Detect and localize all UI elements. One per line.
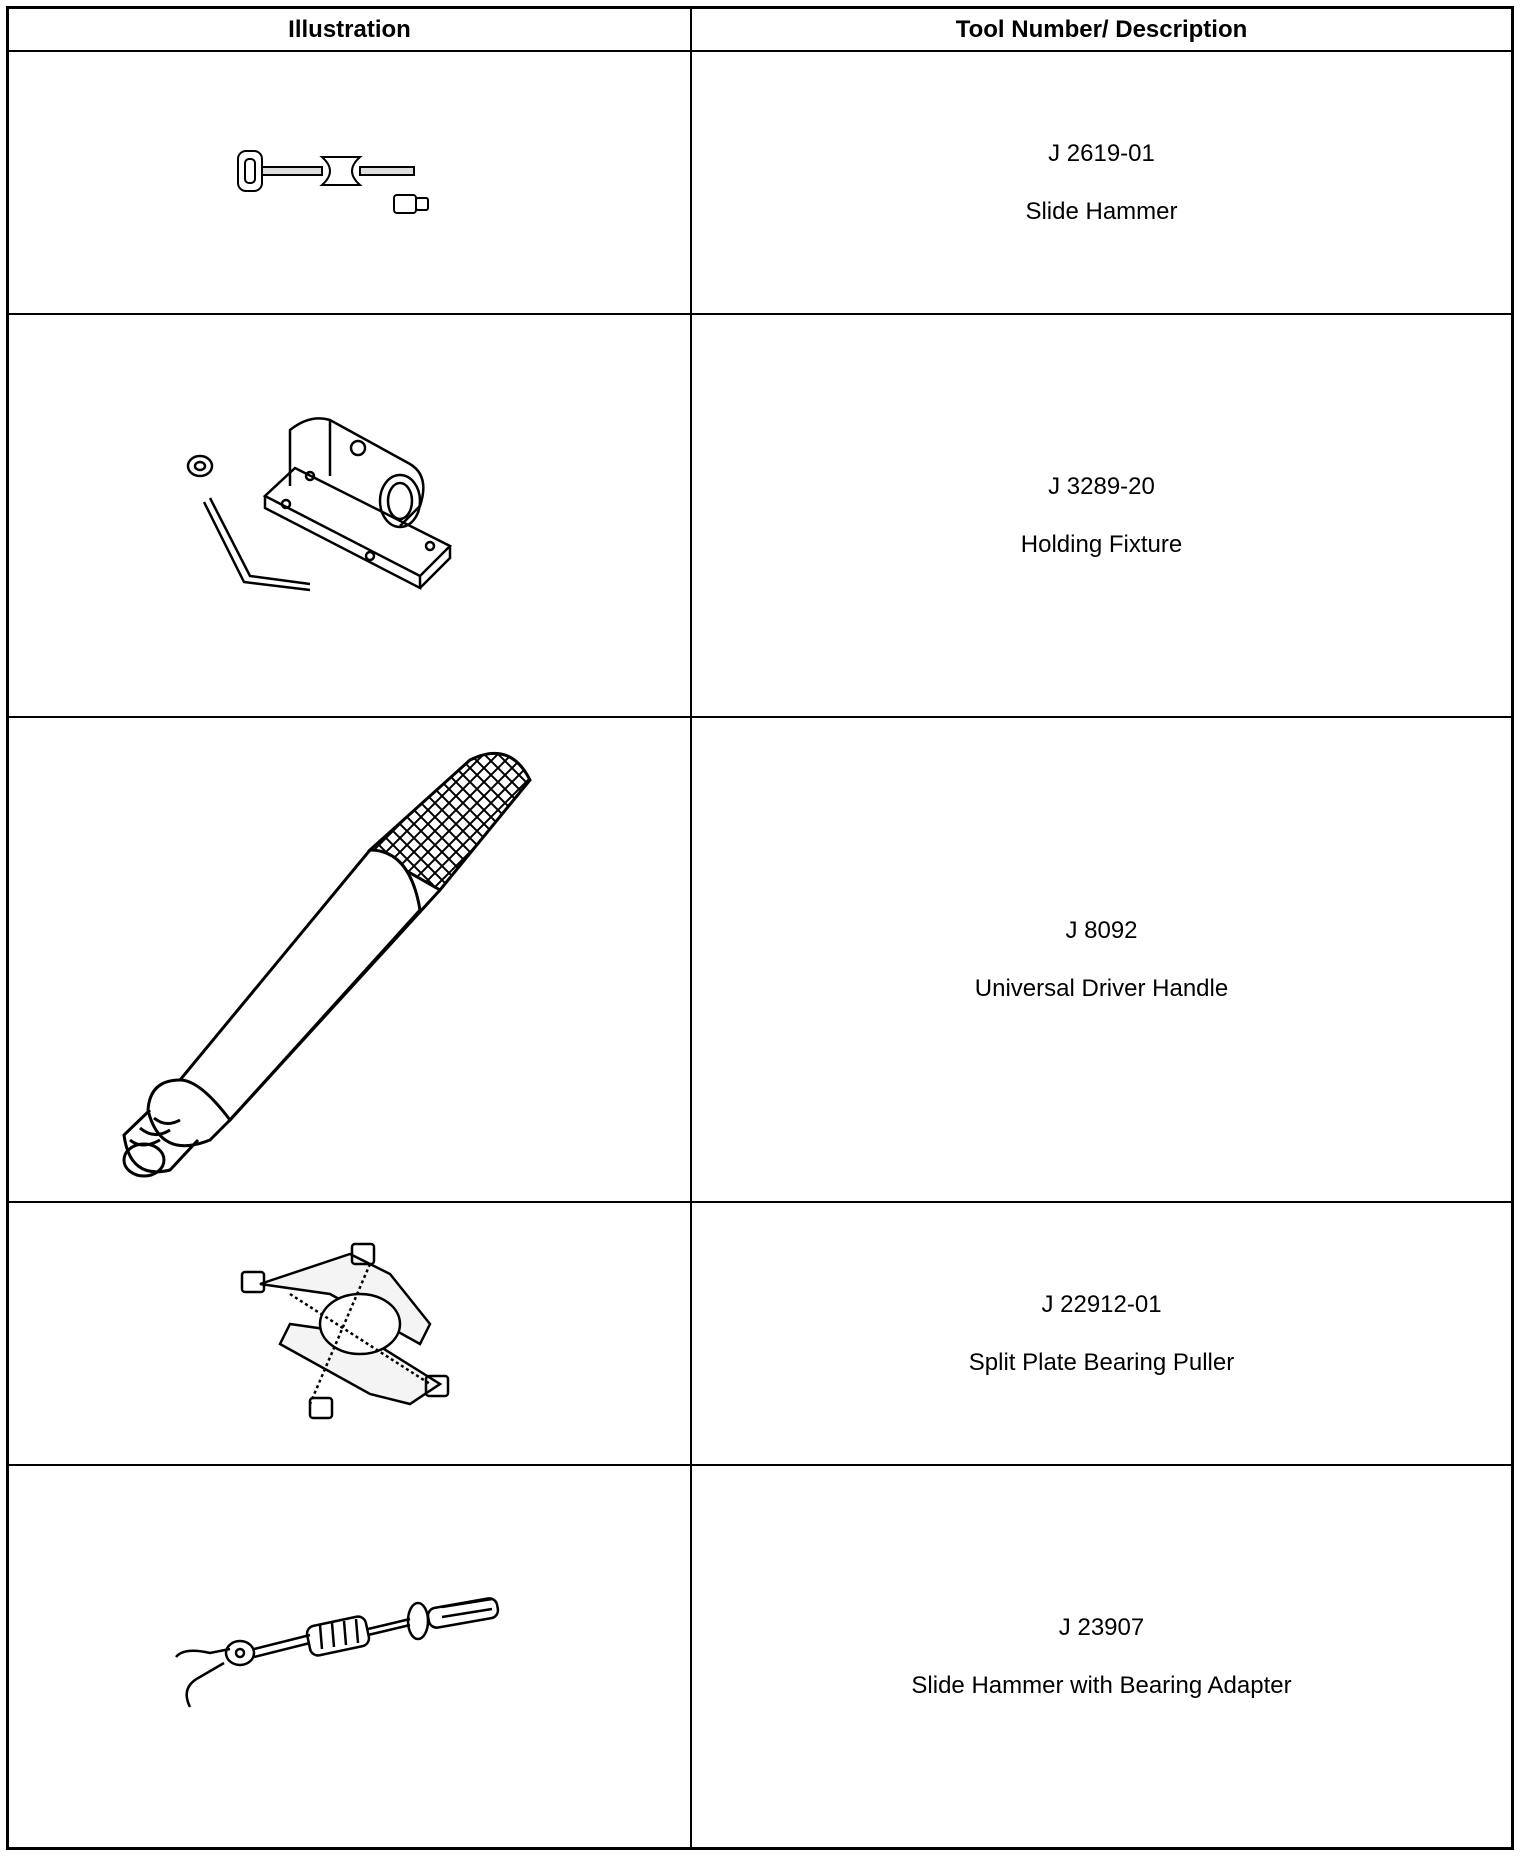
illustration-cell [9,315,690,716]
slide-hammer-adapter-icon [170,1587,530,1727]
illustration-cell [9,1466,690,1847]
tool-table [6,6,1514,1850]
table-row [9,315,1511,718]
illustration-header: Illustration [288,15,411,43]
table-row [9,1466,1511,1847]
table-row [9,1203,1511,1466]
tool-number: J 22912-01 [1041,1290,1162,1318]
tool-number: J 8092 [1065,916,1138,944]
bearing-puller-icon [230,1234,470,1434]
table-row [9,52,1511,315]
description-cell [692,52,1511,313]
tool-name: Split Plate Bearing Puller [968,1348,1235,1376]
table-header [9,9,1511,52]
description-cell [692,718,1511,1201]
tool-name: Universal Driver Handle [974,974,1229,1002]
tool-number: J 3289-20 [1048,472,1155,500]
tool-name: Slide Hammer [1025,197,1178,225]
tool-number: J 2619-01 [1048,139,1155,167]
description-cell [692,1466,1511,1847]
description-header: Tool Number/ Description [955,15,1248,43]
slide-hammer-icon [230,143,470,223]
tool-name: Slide Hammer with Bearing Adapter [911,1671,1292,1699]
tool-name: Holding Fixture [1020,530,1183,558]
description-cell [692,315,1511,716]
table-row [9,718,1511,1203]
illustration-cell [9,1203,690,1464]
illustration-cell [9,718,690,1201]
description-cell [692,1203,1511,1464]
driver-handle-icon [120,740,580,1180]
illustration-cell [9,52,690,313]
holding-fixture-icon [180,406,520,626]
tool-number: J 23907 [1058,1613,1145,1641]
